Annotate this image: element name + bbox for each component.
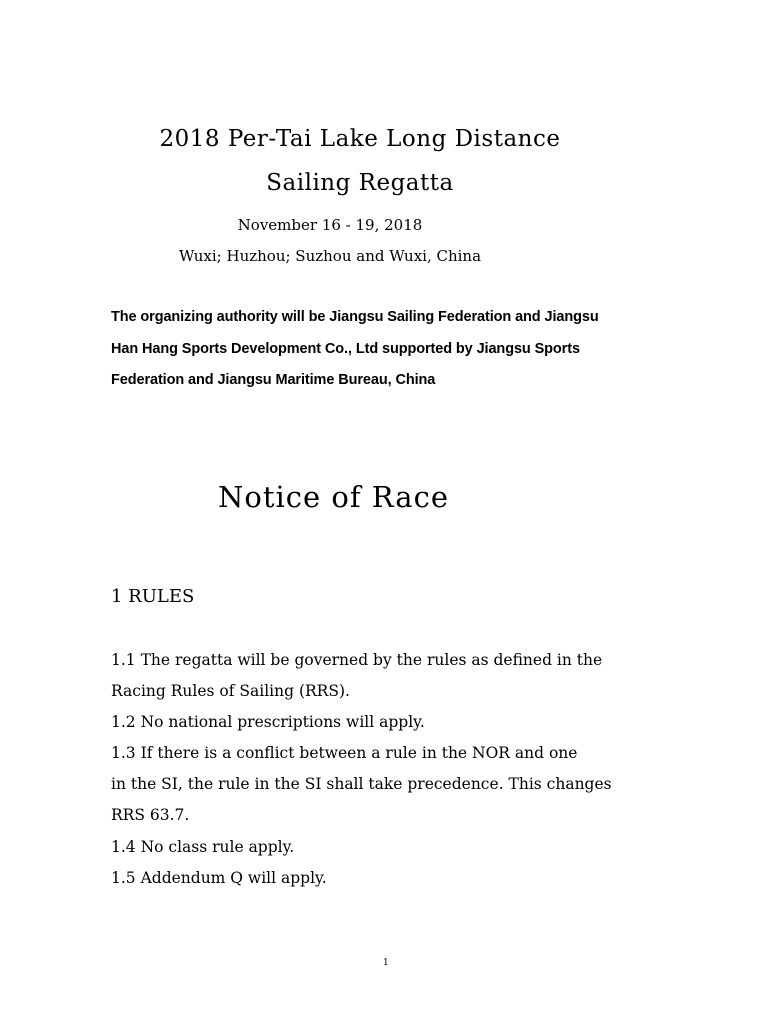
rules-line-6: RRS 63.7. <box>111 806 190 824</box>
rules-line-2: Racing Rules of Sailing (RRS). <box>111 682 350 700</box>
rules-line-8: 1.5 Addendum Q will apply. <box>111 869 327 887</box>
rules-line-5: in the SI, the rule in the SI shall take precedence. This changes <box>111 775 612 793</box>
authority-line-1: The organizing authority will be Jiangsu Sailing Federation and Jiangsu <box>111 309 599 325</box>
authority-line-3: Federation and Jiangsu Maritime Bureau, China <box>111 372 436 388</box>
regatta-title-line-2: Sailing Regatta <box>266 170 454 196</box>
regatta-locations: Wuxi; Huzhou; Suzhou and Wuxi, China <box>178 247 482 265</box>
regatta-dates: November 16 - 19, 2018 <box>237 216 423 234</box>
rules-line-4: 1.3 If there is a conflict between a rule in the NOR and one <box>111 744 578 762</box>
rules-line-3: 1.2 No national prescriptions will apply. <box>111 713 425 731</box>
page-number: 1 <box>383 958 389 968</box>
regatta-title-line-1: 2018 Per-Tai Lake Long Distance <box>159 126 561 152</box>
authority-line-2: Han Hang Sports Development Co., Ltd supported by Jiangsu Sports <box>111 341 580 357</box>
rules-line-1: 1.1 The regatta will be governed by the rules as defined in the <box>111 651 603 669</box>
section-heading-rules: 1 RULES <box>111 586 195 607</box>
notice-of-race-title: Notice of Race <box>218 480 449 514</box>
rules-line-7: 1.4 No class rule apply. <box>111 838 295 856</box>
